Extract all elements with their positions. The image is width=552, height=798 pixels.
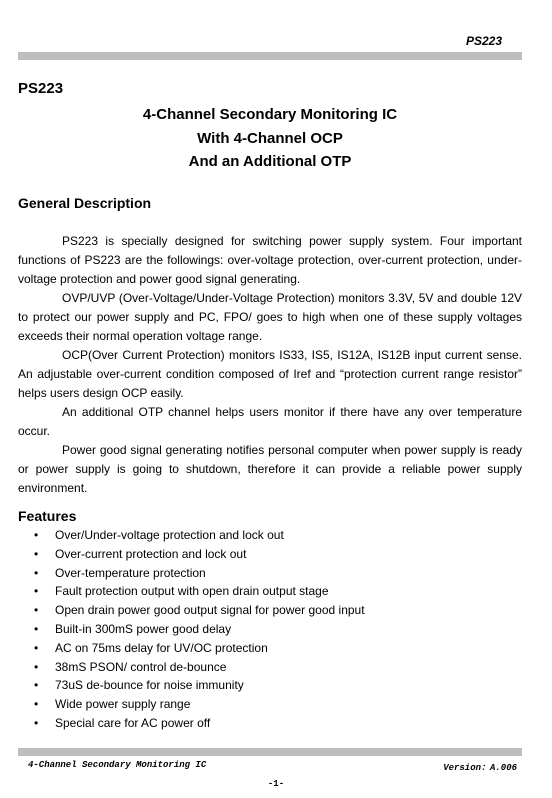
- bullet-icon: •: [34, 546, 39, 561]
- bullet-icon: •: [34, 621, 39, 636]
- feature-item: [30, 564, 365, 583]
- bullet-icon: •: [34, 565, 39, 580]
- footer-title: 4-Channel Secondary Monitoring IC: [28, 760, 207, 770]
- description-paragraph: An additional OTP channel helps users monitor if there have any over temperature occur.: [18, 405, 522, 438]
- feature-item: [30, 601, 365, 620]
- feature-text: Over/Under-voltage protection and lock out: [55, 528, 284, 542]
- document-title: [18, 103, 522, 174]
- bullet-icon: •: [34, 678, 39, 693]
- feature-text: Over-temperature protection: [55, 565, 206, 580]
- feature-text: Built-in 300mS power good delay: [55, 621, 232, 636]
- general-description-heading: General Description: [18, 195, 152, 211]
- description-paragraph: OCP(Over Current Protection) monitors IS33, IS5, IS12A, IS12B input current sense. An adjustable over-current condition composed of Iref and “protection current range resistor” helps users design OCP easily.: [18, 348, 522, 400]
- feature-item: [30, 545, 365, 564]
- header-part-label: PS223: [465, 34, 502, 48]
- part-number: PS223: [18, 80, 64, 97]
- title-line-1: 4-Channel Secondary Monitoring IC: [142, 106, 398, 123]
- description-paragraph: Power good signal generating notifies personal computer when power supply is ready or power supply is going to shutdown, therefore it can provide a reliable power supply environment.: [18, 443, 522, 495]
- feature-item: [30, 714, 365, 733]
- general-description-body: [18, 232, 522, 498]
- feature-item: [30, 620, 365, 639]
- feature-item: [30, 582, 365, 601]
- footer-divider: [18, 748, 522, 756]
- feature-text: Open drain power good output signal for power good input: [55, 603, 365, 618]
- feature-text: Special care for AC power off: [55, 715, 211, 730]
- feature-item: [30, 639, 365, 658]
- header-divider: [18, 52, 522, 60]
- bullet-icon: •: [34, 603, 39, 618]
- description-paragraph: OVP/UVP (Over-Voltage/Under-Voltage Protection) monitors 3.3V, 5V and double 12V to protect our power supply and PC, FPO/ goes to high when one of these supply voltages exceeds their normal operation voltage range.: [18, 291, 522, 343]
- feature-text: Fault protection output with open drain output stage: [55, 584, 329, 599]
- page-number: -1-: [267, 779, 285, 789]
- bullet-icon: •: [34, 528, 39, 542]
- feature-text: 38mS PSON/ control de-bounce: [55, 659, 227, 674]
- feature-item: [30, 658, 365, 677]
- features-heading: Features: [18, 508, 77, 524]
- bullet-icon: •: [34, 715, 39, 730]
- feature-text: AC on 75ms delay for UV/OC protection: [55, 640, 268, 655]
- bullet-icon: •: [34, 659, 39, 674]
- feature-item: [30, 695, 365, 714]
- bullet-icon: •: [34, 584, 39, 599]
- feature-text: Over-current protection and lock out: [55, 546, 247, 561]
- feature-item: [30, 676, 365, 695]
- footer-version: Version：A.006: [443, 763, 517, 773]
- bullet-icon: •: [34, 697, 39, 712]
- feature-text: 73uS de-bounce for noise immunity: [55, 678, 244, 693]
- bullet-icon: •: [34, 640, 39, 655]
- features-list: [30, 526, 365, 733]
- feature-item: [30, 526, 365, 545]
- feature-text: Wide power supply range: [55, 697, 191, 712]
- title-line-3: And an Additional OTP: [188, 153, 352, 170]
- title-line-2: With 4-Channel OCP: [197, 129, 343, 147]
- description-paragraph: PS223 is specially designed for switching power supply system. Four important functions of PS223 are the followings: over-voltage protection, over-current protection, under-voltage protection and power good signal generating.: [18, 234, 522, 286]
